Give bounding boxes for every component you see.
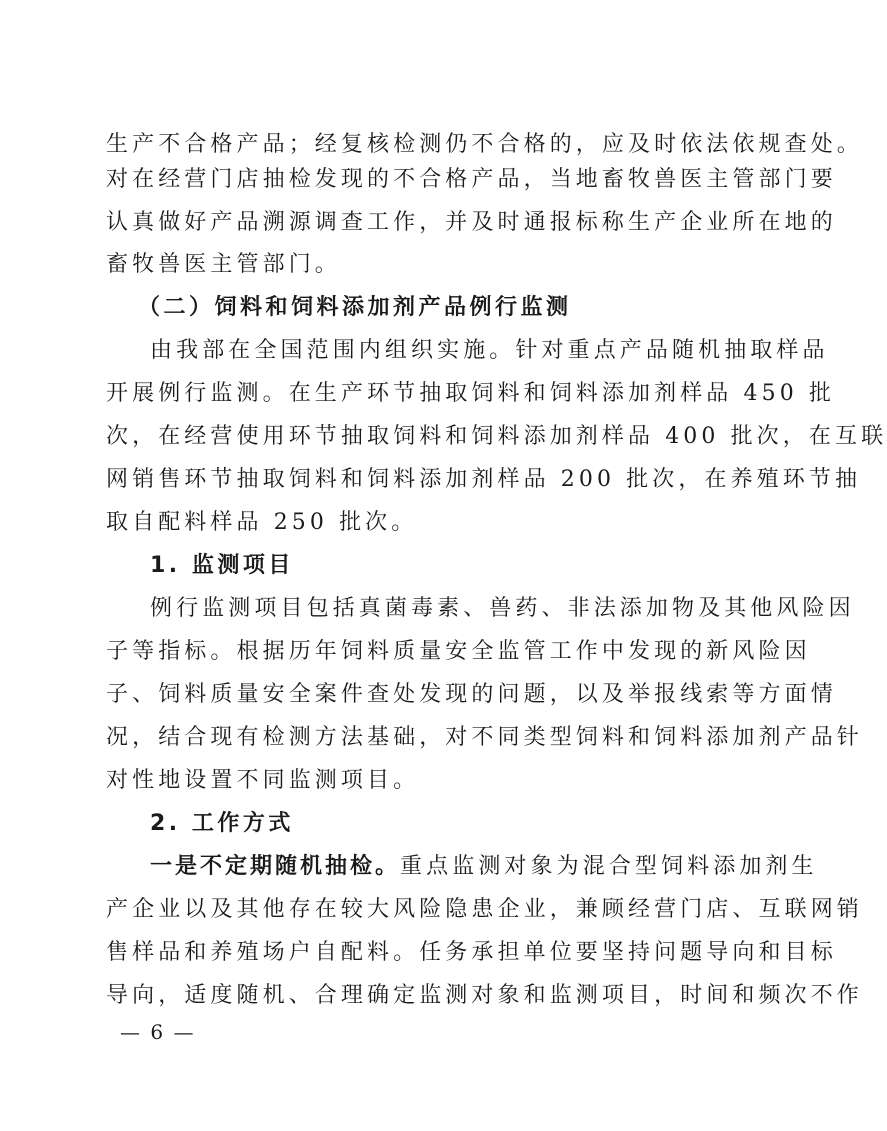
item-2-line-2: 产企业以及其他存在较大风险隐患企业，兼顾经营门店、互联网销: [106, 897, 863, 922]
section-2-line-4: 网销售环节抽取饲料和饲料添加剂样品 200 批次，在养殖环节抽: [106, 467, 862, 492]
section-2-line-1: 由我部在全国范围内组织实施。针对重点产品随机抽取样品: [150, 338, 829, 363]
item-1-line-5: 对性地设置不同监测项目。: [106, 768, 420, 793]
item-2-heading: 2. 工作方式: [150, 811, 294, 836]
section-2-line-5: 取自配料样品 250 批次。: [106, 510, 418, 535]
page-number: — 6 —: [120, 1020, 196, 1044]
paragraph-1-line-2: 对在经营门店抽检发现的不合格产品，当地畜牧兽医主管部门要: [106, 167, 837, 192]
item-1-line-3: 子、饲料质量安全案件查处发现的问题，以及举报线索等方面情: [106, 682, 837, 707]
item-2-lead-bold: 一是不定期随机抽检。: [150, 854, 401, 879]
item-2-lead-rest: 重点监测对象为混合型饲料添加剂生: [400, 854, 818, 879]
item-1-line-4: 况，结合现有检测方法基础，对不同类型饲料和饲料添加剂产品针: [106, 725, 863, 750]
item-1-line-1: 例行监测项目包括真菌毒素、兽药、非法添加物及其他风险因: [150, 596, 855, 621]
item-1-line-2: 子等指标。根据历年饲料质量安全监管工作中发现的新风险因: [106, 639, 811, 664]
item-2-line-4: 导向，适度随机、合理确定监测对象和监测项目，时间和频次不作: [106, 983, 863, 1008]
section-2-heading: （二）饲料和饲料添加剂产品例行监测: [138, 295, 572, 320]
item-2-lead-line: [150, 852, 818, 882]
item-2-line-3: 售样品和养殖场户自配料。任务承担单位要坚持问题导向和目标: [106, 940, 837, 965]
item-1-heading: 1. 监测项目: [150, 553, 294, 578]
paragraph-1-line-1: 生产不合格产品；经复核检测仍不合格的，应及时依法依规查处。: [106, 132, 863, 157]
section-2-line-2: 开展例行监测。在生产环节抽取饲料和饲料添加剂样品 450 批: [106, 381, 835, 406]
section-2-line-3: 次，在经营使用环节抽取饲料和饲料添加剂样品 400 批次，在互联: [106, 424, 887, 449]
paragraph-1-line-3: 认真做好产品溯源调查工作，并及时通报标称生产企业所在地的: [106, 210, 837, 235]
paragraph-1-line-4: 畜牧兽医主管部门。: [106, 252, 341, 277]
